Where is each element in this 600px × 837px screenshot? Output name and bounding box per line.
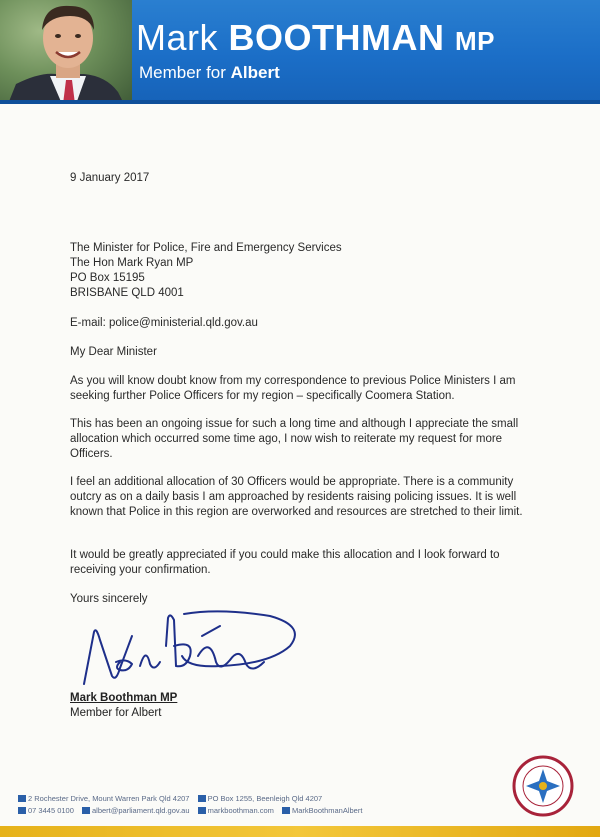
facebook-icon [282,807,290,814]
recipient-line: PO Box 15195 [70,272,145,284]
handwritten-signature [70,606,310,690]
po-box-item: PO Box 1255, Beenleigh Qld 4207 [198,793,323,805]
recipient-line: The Minister for Police, Fire and Emergency Services [70,242,342,254]
queensland-parliament-seal [512,755,574,817]
member-prefix: Member for [139,63,226,82]
letterhead-banner [0,0,600,104]
first-name: Mark [136,17,218,58]
phone-icon [18,807,26,814]
paragraph: I feel an additional allocation of 30 Officers would be appropriate. There is a community outcry as on a daily basis I am approached by residents raising policing issues. It is well known that Police in this region are overworked and resources are stretched to their limit. [70,476,523,518]
signatory-title: Member for Albert [70,707,162,719]
member-photo [0,0,132,104]
salutation: My Dear Minister [70,346,157,358]
recipient-line: The Hon Mark Ryan MP [70,257,194,269]
member-subtitle [139,63,280,83]
mp-suffix: MP [455,26,496,56]
monitor-icon [198,807,206,814]
phone-item: 07 3445 0100 [18,805,74,817]
facebook-item: MarkBoothmanAlbert [282,805,362,817]
recipient-address [70,241,530,301]
address-item: 2 Rochester Drive, Mount Warren Park Qld 4207 [18,793,189,805]
letter-date: 9 January 2017 [70,172,150,184]
last-name: BOOTHMAN [228,17,445,58]
banner-stripe [0,100,600,104]
closing: Yours sincerely [70,593,148,605]
at-icon [82,807,90,814]
website-item: markboothman.com [198,805,274,817]
letterhead-footer [18,793,368,817]
recipient-email: E-mail: police@ministerial.qld.gov.au [70,317,258,329]
member-name [136,18,495,61]
signatory-name: Mark Boothman MP [70,692,178,704]
mail-icon [198,795,206,802]
home-icon [18,795,26,802]
paragraph: This has been an ongoing issue for such a long time and although I appreciate the small allocation which occurred some time ago, I now wish to reiterate my request for more Officers. [70,418,519,460]
bottom-gold-bar [0,826,600,837]
electorate: Albert [230,63,280,82]
email-item: albert@parliament.qld.gov.au [82,805,190,817]
paragraph: As you will know doubt know from my correspondence to previous Police Ministers I am seeking further Police Officers for my region – specifically Coomera Station. [70,375,516,402]
paragraph: It would be greatly appreciated if you could make this allocation and I look forward to receiving your confirmation. [70,549,500,576]
recipient-line: BRISBANE QLD 4001 [70,287,184,299]
